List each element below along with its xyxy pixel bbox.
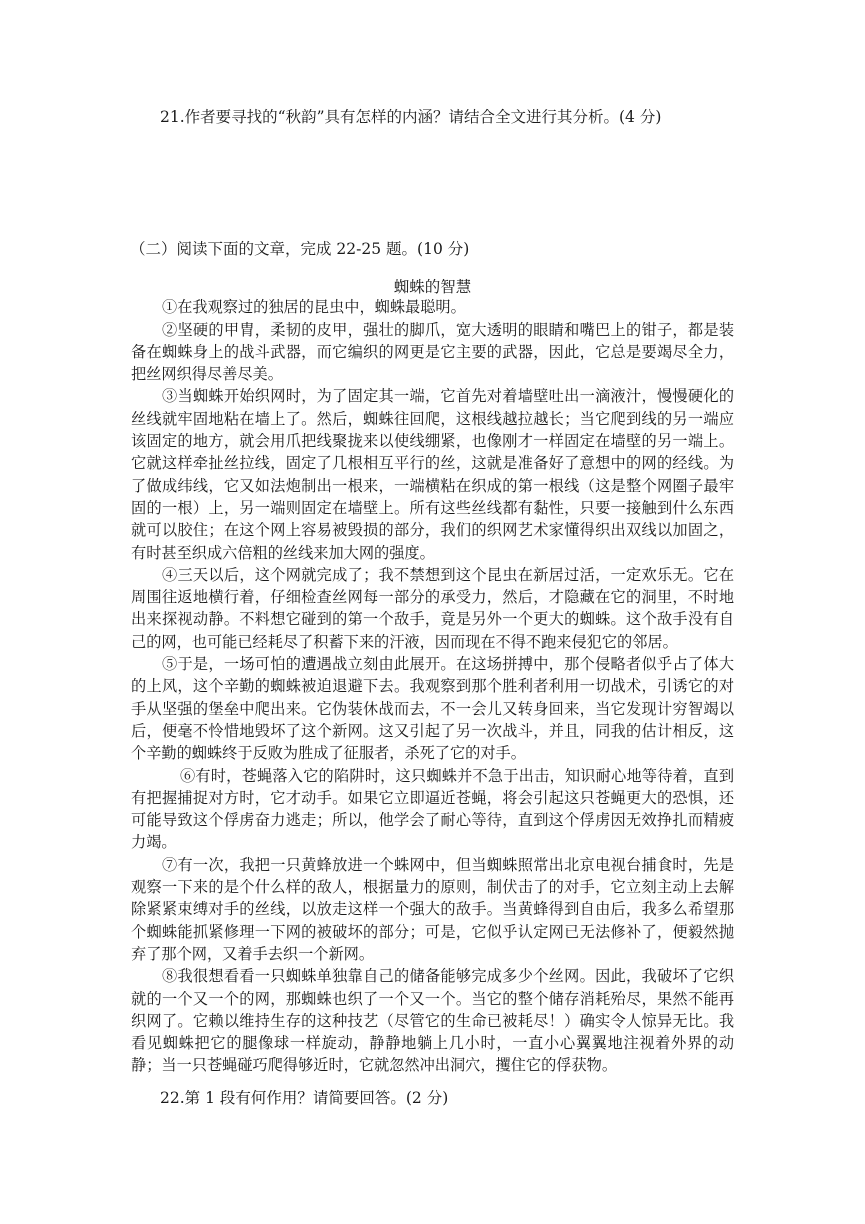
paragraph-6: ⑥有时，苍蝇落入它的陷阱时，这只蜘蛛并不急于出击，知识耐心地等待着，直到有把握捕捉对方时，它才动手。如果它立即逼近苍蝇，将会引起这只苍蝇更大的恐惧，还可能导致这个俘虏奋力逃走；所以，他学会了耐心等待，直到这个俘虏因无效挣扎而精疲力竭。 xyxy=(131,766,734,852)
paragraph-7: ⑦有一次，我把一只黄蜂放进一个蛛网中，但当蜘蛛照常出北京电视台捕食时，先是观察一下来的是个什么样的敌人，根据量力的原则，制伏击了的对手，它立刻主动上去解除紧紧束缚对手的丝线，以放走这样一个强大的敌手。当黄蜂得到自由后，我多么希望那个蜘蛛能抓紧修理一下网的被破坏的部分；可是，它似乎认定网已无法修补了，便毅然抛弃了那个网，又着手去织一个新网。 xyxy=(131,855,734,963)
article-body xyxy=(131,274,734,1077)
question-22: 22.第 1 段有何作用？请简要回答。(2 分) xyxy=(160,1089,449,1107)
paragraph-1: ①在我观察过的独居的昆虫中，蜘蛛最聪明。 xyxy=(162,298,466,317)
paragraph-4: ④三天以后，这个网就完成了；我不禁想到这个昆虫在新居过活，一定欢乐无。它在周围往返地横行着，仔细检查丝网每一部分的承受力，然后，才隐藏在它的洞里，不时地出来探视动静。不料想它碰到的第一个敌手，竟是另外一个更大的蜘蛛。这个敌手没有自己的网，也可能已经耗尽了积蓄下来的汗液，因而现在不得不跑来侵犯它的邻居。 xyxy=(131,565,734,651)
paragraph-2: ②坚硬的甲胄，柔韧的皮甲，强壮的脚爪，宽大透明的眼睛和嘴巴上的钳子，都是装备在蜘蛛身上的战斗武器，而它编织的网更是它主要的武器，因此，它总是要竭尽全力，把丝网织得尽善尽美。 xyxy=(131,320,734,384)
paragraph-8: ⑧我很想看看一只蜘蛛单独靠自己的储备能够完成多少个丝网。因此，我破坏了它织就的一个又一个的网，那蜘蛛也织了一个又一个。当它的整个储存消耗殆尽，果然不能再织网了。它赖以维持生存的这种技艺（尽管它的生命已被耗尽！）确实令人惊异无比。我看见蜘蛛把它的腿像球一样旋动，静静地躺上几小时，一直小心翼翼地注视着外界的动静；当一只苍蝇碰巧爬得够近时，它就忽然冲出洞穴，攫住它的俘获物。 xyxy=(131,967,734,1075)
question-21: 21.作者要寻找的“秋韵”具有怎样的内涵？请结合全文进行其分析。(4 分) xyxy=(160,108,662,126)
article-title: 蜘蛛的智慧 xyxy=(393,278,472,296)
paragraph-5: ⑤于是，一场可怕的遭遇战立刻由此展开。在这场拼搏中，那个侵略者似乎占了体大的上风，这个辛勤的蜘蛛被迫退避下去。我观察到那个胜利者利用一切战术，引诱它的对手从坚强的堡垒中爬出来。它伪装休战而去，不一会儿又转身回来，当它发现计穷智竭以后，便毫不怜惜地毁坏了这个新网。这又引起了另一次战斗，并且，同我的估计相反，这个辛勤的蜘蛛终于反败为胜成了征服者，杀死了它的对手。 xyxy=(131,655,734,763)
title-spacer xyxy=(131,274,734,296)
section-heading: （二）阅读下面的文章，完成 22-25 题。(10 分) xyxy=(130,240,470,258)
paragraph-3: ③当蜘蛛开始织网时，为了固定其一端，它首先对着墙壁吐出一滴液汁，慢慢硬化的丝线就牢固地粘在墙上了。然后，蜘蛛往回爬，这根线越拉越长；当它爬到线的另一端应该固定的地方，就会用爪把线聚拢来以使线绷紧，也像刚才一样固定在墙壁的另一端上。它就这样牵扯丝拉线，固定了几根相互平行的丝，这就是准备好了意想中的网的经线。为了做成纬线，它又如法炮制出一根来，一端横粘在织成的第一根线（这是整个网圈子最牢固的一根）上，另一端则固定在墙壁上。所有这些丝线都有黏性，只要一接触到什么东西就可以胶住；在这个网上容易被毁损的部分，我们的织网艺术家懂得织出双线以加固之，有时甚至织成六倍粗的丝线来加大网的强度。 xyxy=(131,387,734,562)
